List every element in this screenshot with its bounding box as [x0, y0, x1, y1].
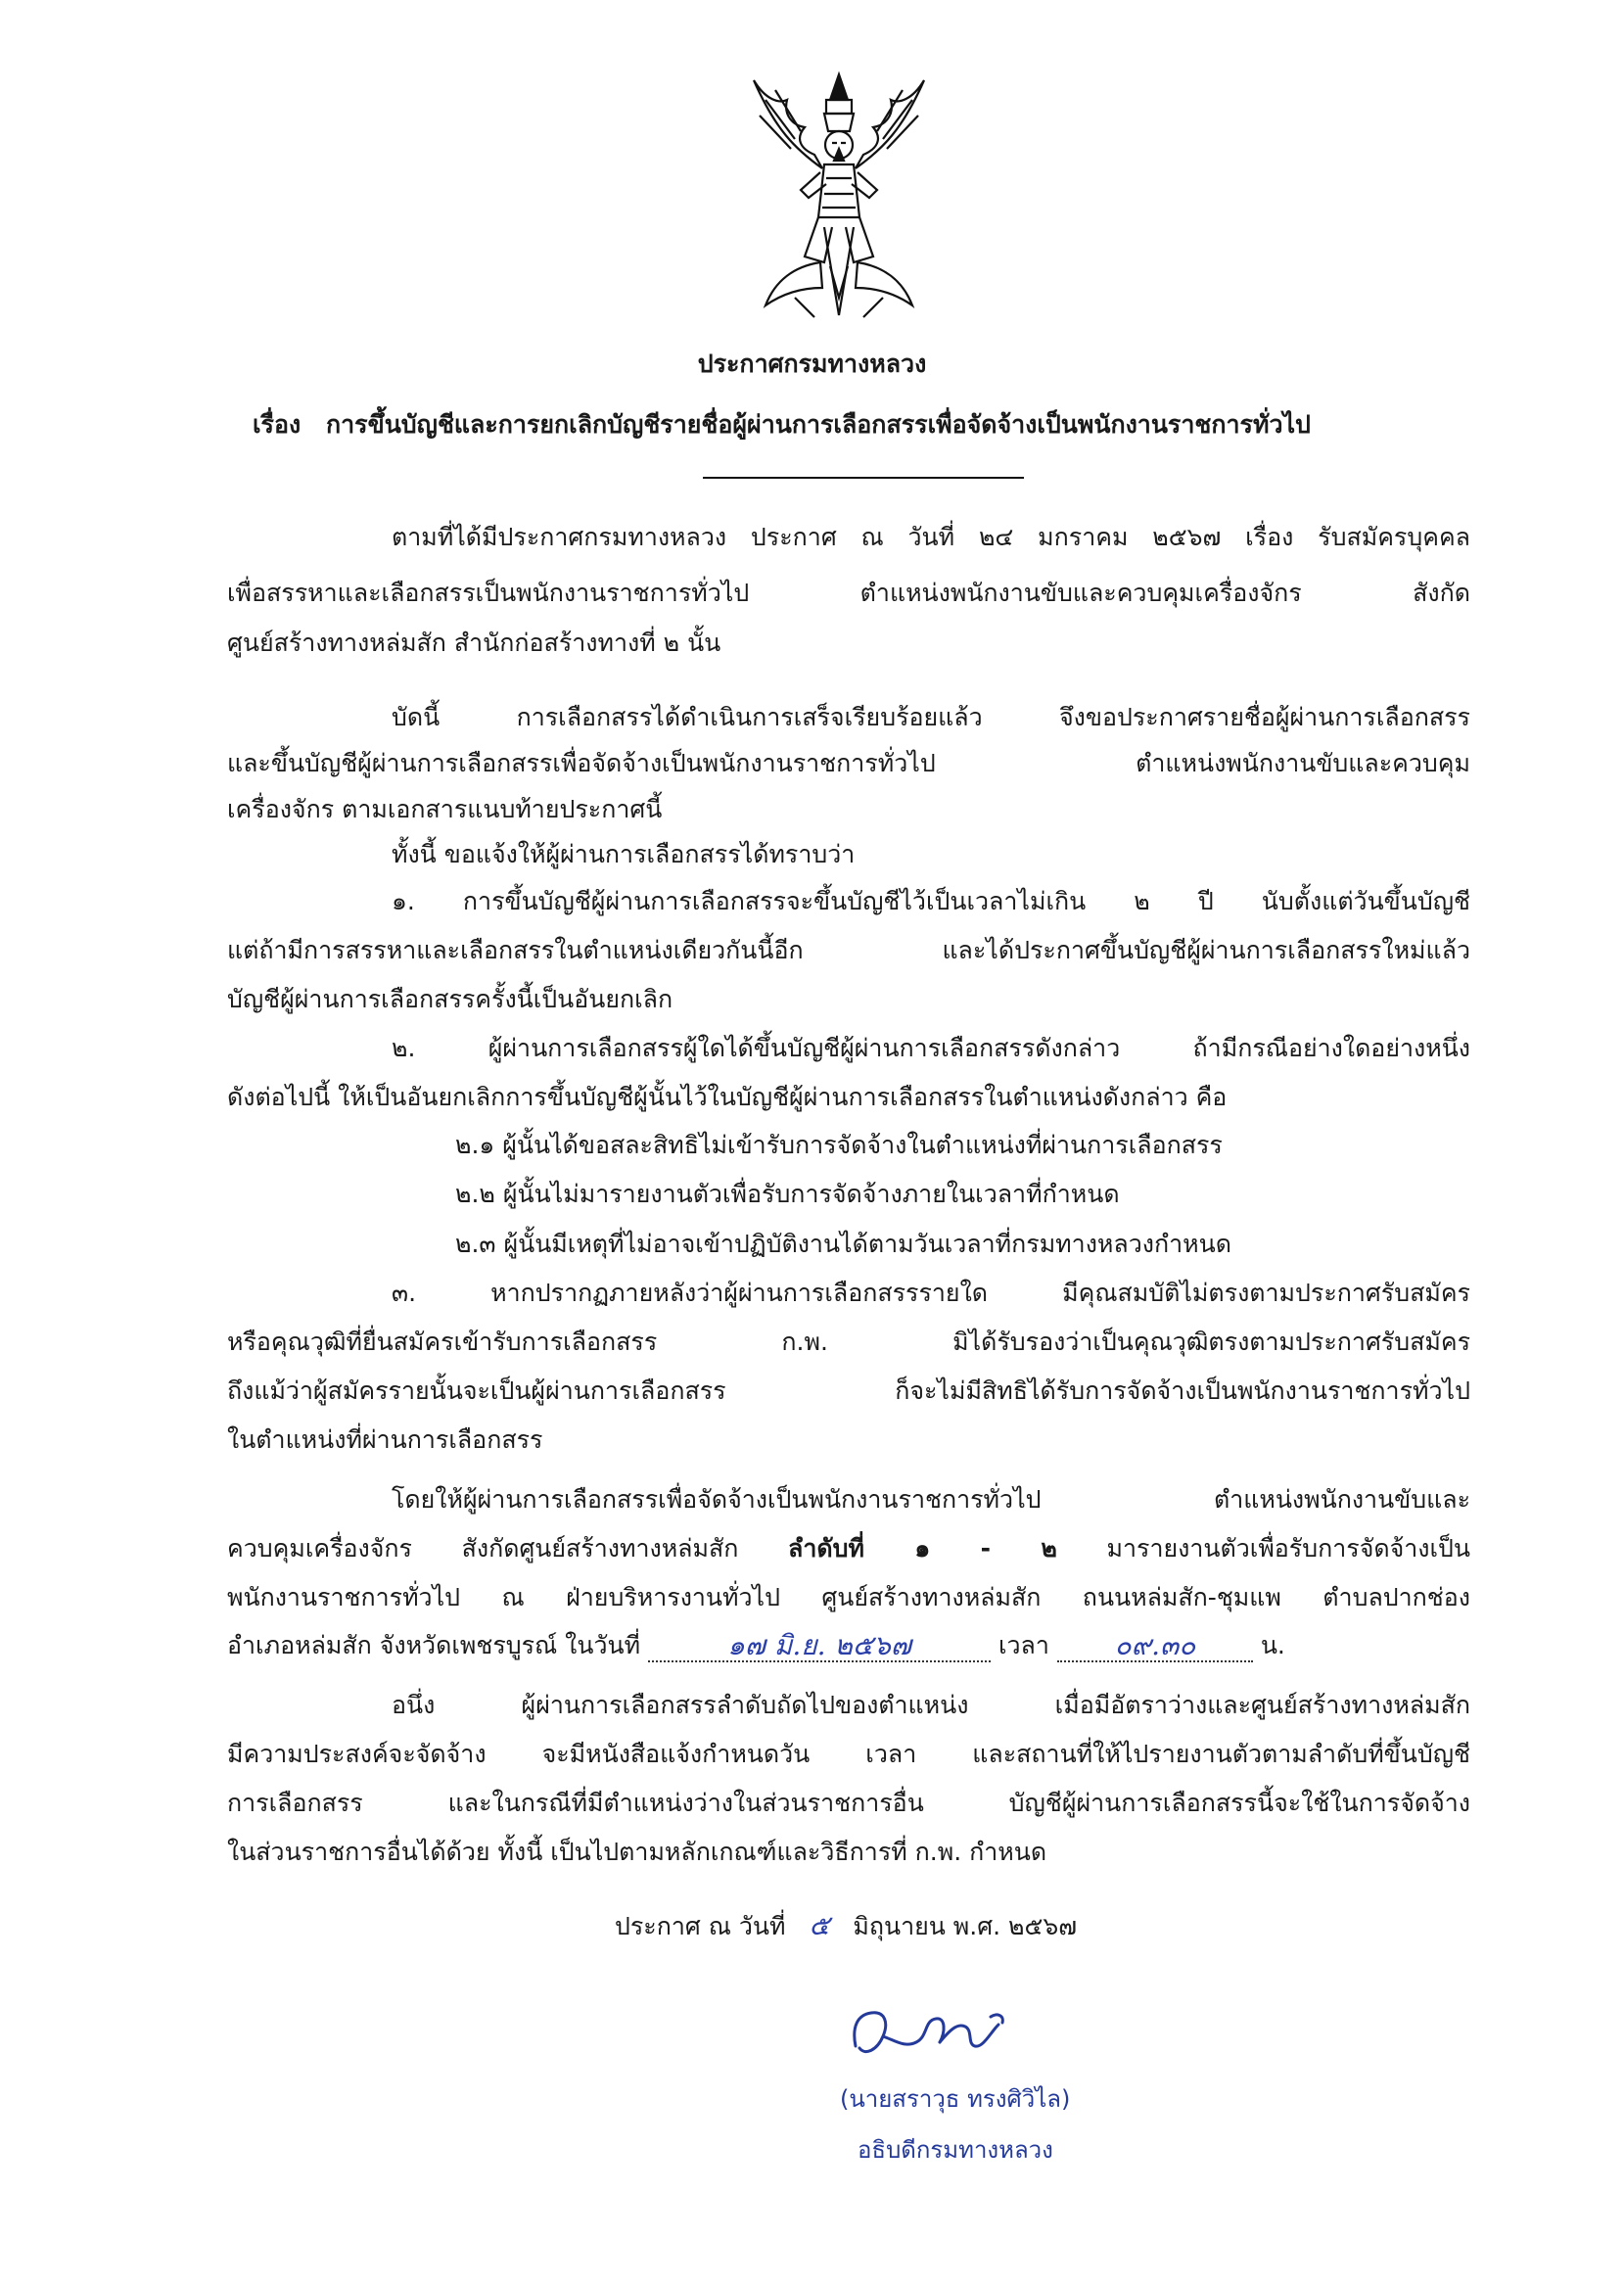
subject-text: การขึ้นบัญชีและการยกเลิกบัญชีรายชื่อผู้ผ่านการเลือกสรรเพื่อจัดจ้างเป็นพนักงานราชการทั่วไป	[326, 410, 1311, 439]
report-date-field	[648, 1629, 991, 1662]
subject-line	[253, 405, 1525, 444]
announcement-day-handwritten: ๕	[809, 1909, 830, 1941]
paragraph-5-line-1: อนึ่ง ผู้ผ่านการเลือกสรรลำดับถัดไปของตำแหน่ง เมื่อมีอัตราว่างและศูนย์สร้างทางหล่มสัก	[392, 1691, 1470, 1719]
paragraph-4-line-3: พนักงานราชการทั่วไป ณ ฝ่ายบริหารงานทั่วไป ศูนย์สร้างทางหล่มสัก ถนนหล่มสัก-ชุมแพ ตำบลปากช่อง	[227, 1583, 1470, 1611]
item-3-line-1: ๓. หากปรากฏภายหลังว่าผู้ผ่านการเลือกสรรรายใด มีคุณสมบัติไม่ตรงตามประกาศรับสมัคร	[392, 1279, 1470, 1307]
sub-item-2-3: ๒.๓ ผู้นั้นมีเหตุที่ไม่อาจเข้าปฏิบัติงานได้ตามวันเวลาที่กรมทางหลวงกำหนด	[455, 1230, 1231, 1258]
announcement-date-prefix: ประกาศ ณ วันที่	[615, 1912, 786, 1940]
paragraph-4-line-4	[227, 1629, 1285, 1662]
item-1-line-1: ๑. การขึ้นบัญชีผู้ผ่านการเลือกสรรจะขึ้นบัญชีไว้เป็นเวลาไม่เกิน ๒ ปี นับตั้งแต่วันขึ้นบัญชี	[392, 887, 1470, 915]
paragraph-1-line-2: เพื่อสรรหาและเลือกสรรเป็นพนักงานราชการทั่วไป ตำแหน่งพนักงานขับและควบคุมเครื่องจักร สังกัด	[227, 579, 1470, 607]
title-divider	[703, 477, 1024, 479]
paragraph-4-line-2-start: ควบคุมเครื่องจักร สังกัดศูนย์สร้างทางหล่มสัก	[227, 1534, 789, 1563]
item-3-line-2: หรือคุณวุฒิที่ยื่นสมัครเข้ารับการเลือกสรร ก.พ. มิได้รับรองว่าเป็นคุณวุฒิตรงตามประกาศรับสมัคร	[227, 1328, 1470, 1356]
paragraph-2-line-1: บัดนี้ การเลือกสรรได้ดำเนินการเสร็จเรียบร้อยแล้ว จึงขอประกาศรายชื่อผู้ผ่านการเลือกสรร	[392, 703, 1470, 731]
announcement-date	[615, 1909, 1077, 1943]
time-unit: น.	[1252, 1631, 1285, 1659]
item-3-line-3: ถึงแม้ว่าผู้สมัครรายนั้นจะเป็นผู้ผ่านการเลือกสรร ก็จะไม่มีสิทธิได้รับการจัดจ้างเป็นพนักงานราชการทั่วไป	[227, 1376, 1470, 1405]
paragraph-2-line-3: เครื่องจักร ตามเอกสารแนบท้ายประกาศนี้	[227, 795, 663, 823]
paragraph-1-line-3: ศูนย์สร้างทางหล่มสัก สำนักก่อสร้างทางที่ ๒ นั้น	[227, 629, 721, 657]
item-1-line-2: แต่ถ้ามีการสรรหาและเลือกสรรในตำแหน่งเดียวกันนี้อีก และได้ประกาศขึ้นบัญชีผู้ผ่านการเลือกสรรใหม่แล้ว	[227, 936, 1470, 964]
time-label: เวลา	[991, 1631, 1057, 1659]
paragraph-1-line-1: ตามที่ได้มีประกาศกรมทางหลวง ประกาศ ณ วันที่ ๒๔ มกราคม ๒๕๖๗ เรื่อง รับสมัครบุคคล	[392, 523, 1470, 551]
announcement-title: ประกาศกรมทางหลวง	[697, 350, 927, 378]
report-time-field	[1057, 1629, 1253, 1662]
paragraph-4-line-1: โดยให้ผู้ผ่านการเลือกสรรเพื่อจัดจ้างเป็นพนักงานราชการทั่วไป ตำแหน่งพนักงานขับและ	[392, 1485, 1470, 1514]
item-1-line-3: บัญชีผู้ผ่านการเลือกสรรครั้งนี้เป็นอันยกเลิก	[227, 985, 673, 1013]
paragraph-4-line-4-start: อำเภอหล่มสัก จังหวัดเพชรบูรณ์ ในวันที่	[227, 1631, 649, 1659]
order-range: ลำดับที่ ๑ - ๒	[788, 1534, 1057, 1563]
paragraph-4-line-2	[227, 1532, 1470, 1565]
paragraph-5-line-2: มีความประสงค์จะจัดจ้าง จะมีหนังสือแจ้งกำหนดวัน เวลา และสถานที่ให้ไปรายงานตัวตามลำดับที่ขึ้นบัญชี	[227, 1740, 1470, 1768]
handwritten-signature	[844, 1997, 1010, 2076]
report-time-handwritten: ๐๙.๓๐	[1114, 1629, 1196, 1661]
signatory-title: อธิบดีกรมทางหลวง	[858, 2136, 1053, 2164]
paragraph-5-line-4: ในส่วนราชการอื่นได้ด้วย ทั้งนี้ เป็นไปตามหลักเกณฑ์และวิธีการที่ ก.พ. กำหนด	[227, 1838, 1047, 1866]
paragraph-3: ทั้งนี้ ขอแจ้งให้ผู้ผ่านการเลือกสรรได้ทราบว่า	[392, 840, 856, 868]
sub-item-2-1: ๒.๑ ผู้นั้นได้ขอสละสิทธิไม่เข้ารับการจัดจ้างในตำแหน่งที่ผ่านการเลือกสรร	[455, 1131, 1223, 1159]
garuda-emblem-icon	[736, 70, 942, 325]
sub-item-2-2: ๒.๒ ผู้นั้นไม่มารายงานตัวเพื่อรับการจัดจ้างภายในเวลาที่กำหนด	[455, 1180, 1120, 1208]
report-date-handwritten: ๑๗ มิ.ย. ๒๕๖๗	[727, 1629, 911, 1661]
item-3-line-4: ในตำแหน่งที่ผ่านการเลือกสรร	[227, 1425, 543, 1454]
announcement-date-suffix: มิถุนายน พ.ศ. ๒๕๖๗	[853, 1912, 1078, 1940]
paragraph-4-line-2-end: มารายงานตัวเพื่อรับการจัดจ้างเป็น	[1056, 1534, 1470, 1563]
subject-label: เรื่อง	[253, 410, 302, 439]
paragraph-5-line-3: การเลือกสรร และในกรณีที่มีตำแหน่งว่างในส่วนราชการอื่น บัญชีผู้ผ่านการเลือกสรรนี้จะใช้ในการจัดจ้าง	[227, 1789, 1470, 1817]
item-2-line-1: ๒. ผู้ผ่านการเลือกสรรผู้ใดได้ขึ้นบัญชีผู้ผ่านการเลือกสรรดังกล่าว ถ้ามีกรณีอย่างใดอย่างหนึ่ง	[392, 1034, 1470, 1062]
item-2-line-2: ดังต่อไปนี้ ให้เป็นอันยกเลิกการขึ้นบัญชีผู้นั้นไว้ในบัญชีผู้ผ่านการเลือกสรรในตำแหน่งดังกล่าว คือ	[227, 1083, 1228, 1111]
signatory-name: (นายสราวุธ ทรงศิวิไล)	[840, 2085, 1071, 2113]
paragraph-2-line-2: และขึ้นบัญชีผู้ผ่านการเลือกสรรเพื่อจัดจ้างเป็นพนักงานราชการทั่วไป ตำแหน่งพนักงานขับและควบคุม	[227, 749, 1470, 777]
